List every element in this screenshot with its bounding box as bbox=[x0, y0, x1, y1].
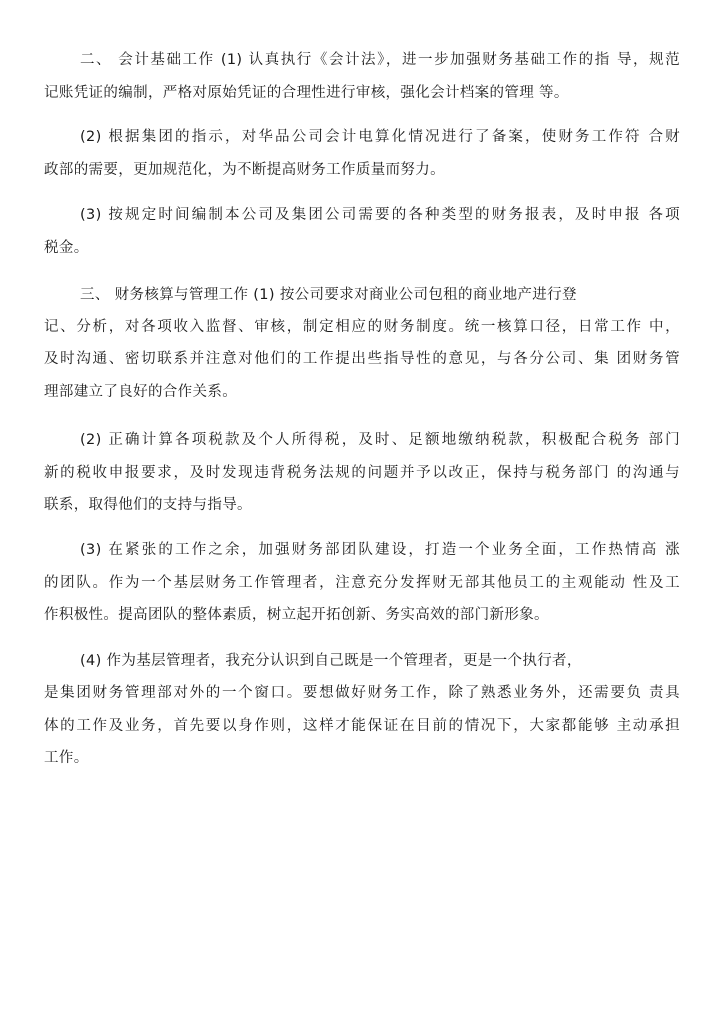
paragraph-4-line-3: 及时沟通、密切联系并注意对他们的工作提出些指导性的意见，与各分公司、集 团财务管 bbox=[44, 351, 680, 367]
paragraph-2-line-1: (2) 根据集团的指示，对华品公司会计电算化情况进行了备案，使财务工作符 合财 bbox=[80, 129, 680, 145]
paragraph-2-line-2: 政部的需要，更加规范化，为不断提高财务工作质量而努力。 bbox=[44, 162, 445, 178]
paragraph-1-line-2: 记账凭证的编制，严格对原始凭证的合理性进行审核，强化会计档案的管理 等。 bbox=[44, 85, 569, 101]
paragraph-5-line-3: 联系，取得他们的支持与指导。 bbox=[44, 497, 252, 513]
paragraph-4-line-2: 记、分析，对各项收入监督、审核，制定相应的财务制度。统一核算口径，日常工作 中， bbox=[44, 319, 680, 335]
paragraph-7-line-1: (4) 作为基层管理者，我充分认识到自己既是一个管理者，更是一个执行者， bbox=[80, 653, 582, 669]
paragraph-4-line-1: 三、 财务核算与管理工作 (1) 按公司要求对商业公司包租的商业地产进行登 bbox=[80, 287, 577, 303]
paragraph-3-line-1: (3) 按规定时间编制本公司及集团公司需要的各种类型的财务报表，及时申报 各项 bbox=[80, 207, 680, 223]
paragraph-7-line-2: 是集团财务管理部对外的一个窗口。要想做好财务工作，除了熟悉业务外，还需要负 责具 bbox=[44, 685, 680, 701]
paragraph-5-line-2: 新的税收申报要求，及时发现违背税务法规的问题并予以改正，保持与税务部门 的沟通与 bbox=[44, 465, 680, 481]
paragraph-6-line-2: 的团队。作为一个基层财务工作管理者，注意充分发挥财无部其他员工的主观能动 性及工 bbox=[44, 575, 680, 591]
paragraph-6-line-1: (3) 在紧张的工作之余，加强财务部团队建设，打造一个业务全面，工作热情高 涨 bbox=[80, 542, 680, 558]
paragraph-7-line-3: 体的工作及业务，首先要以身作则，这样才能保证在目前的情况下，大家都能够 主动承担 bbox=[44, 718, 680, 734]
paragraph-1-line-1: 二、 会计基础工作 (1) 认真执行《会计法》，进一步加强财务基础工作的指 导，规范 bbox=[80, 52, 680, 68]
paragraph-6-line-3: 作积极性。提高团队的整体素质，树立起开拓创新、务实高效的部门新形象。 bbox=[44, 607, 549, 623]
paragraph-3-line-2: 税金。 bbox=[44, 240, 89, 256]
paragraph-5-line-1: (2) 正确计算各项税款及个人所得税，及时、足额地缴纳税款，积极配合税务 部门 bbox=[80, 432, 680, 448]
paragraph-4-line-4: 理部建立了良好的合作关系。 bbox=[44, 384, 238, 400]
paragraph-7-line-4: 工作。 bbox=[44, 750, 89, 766]
